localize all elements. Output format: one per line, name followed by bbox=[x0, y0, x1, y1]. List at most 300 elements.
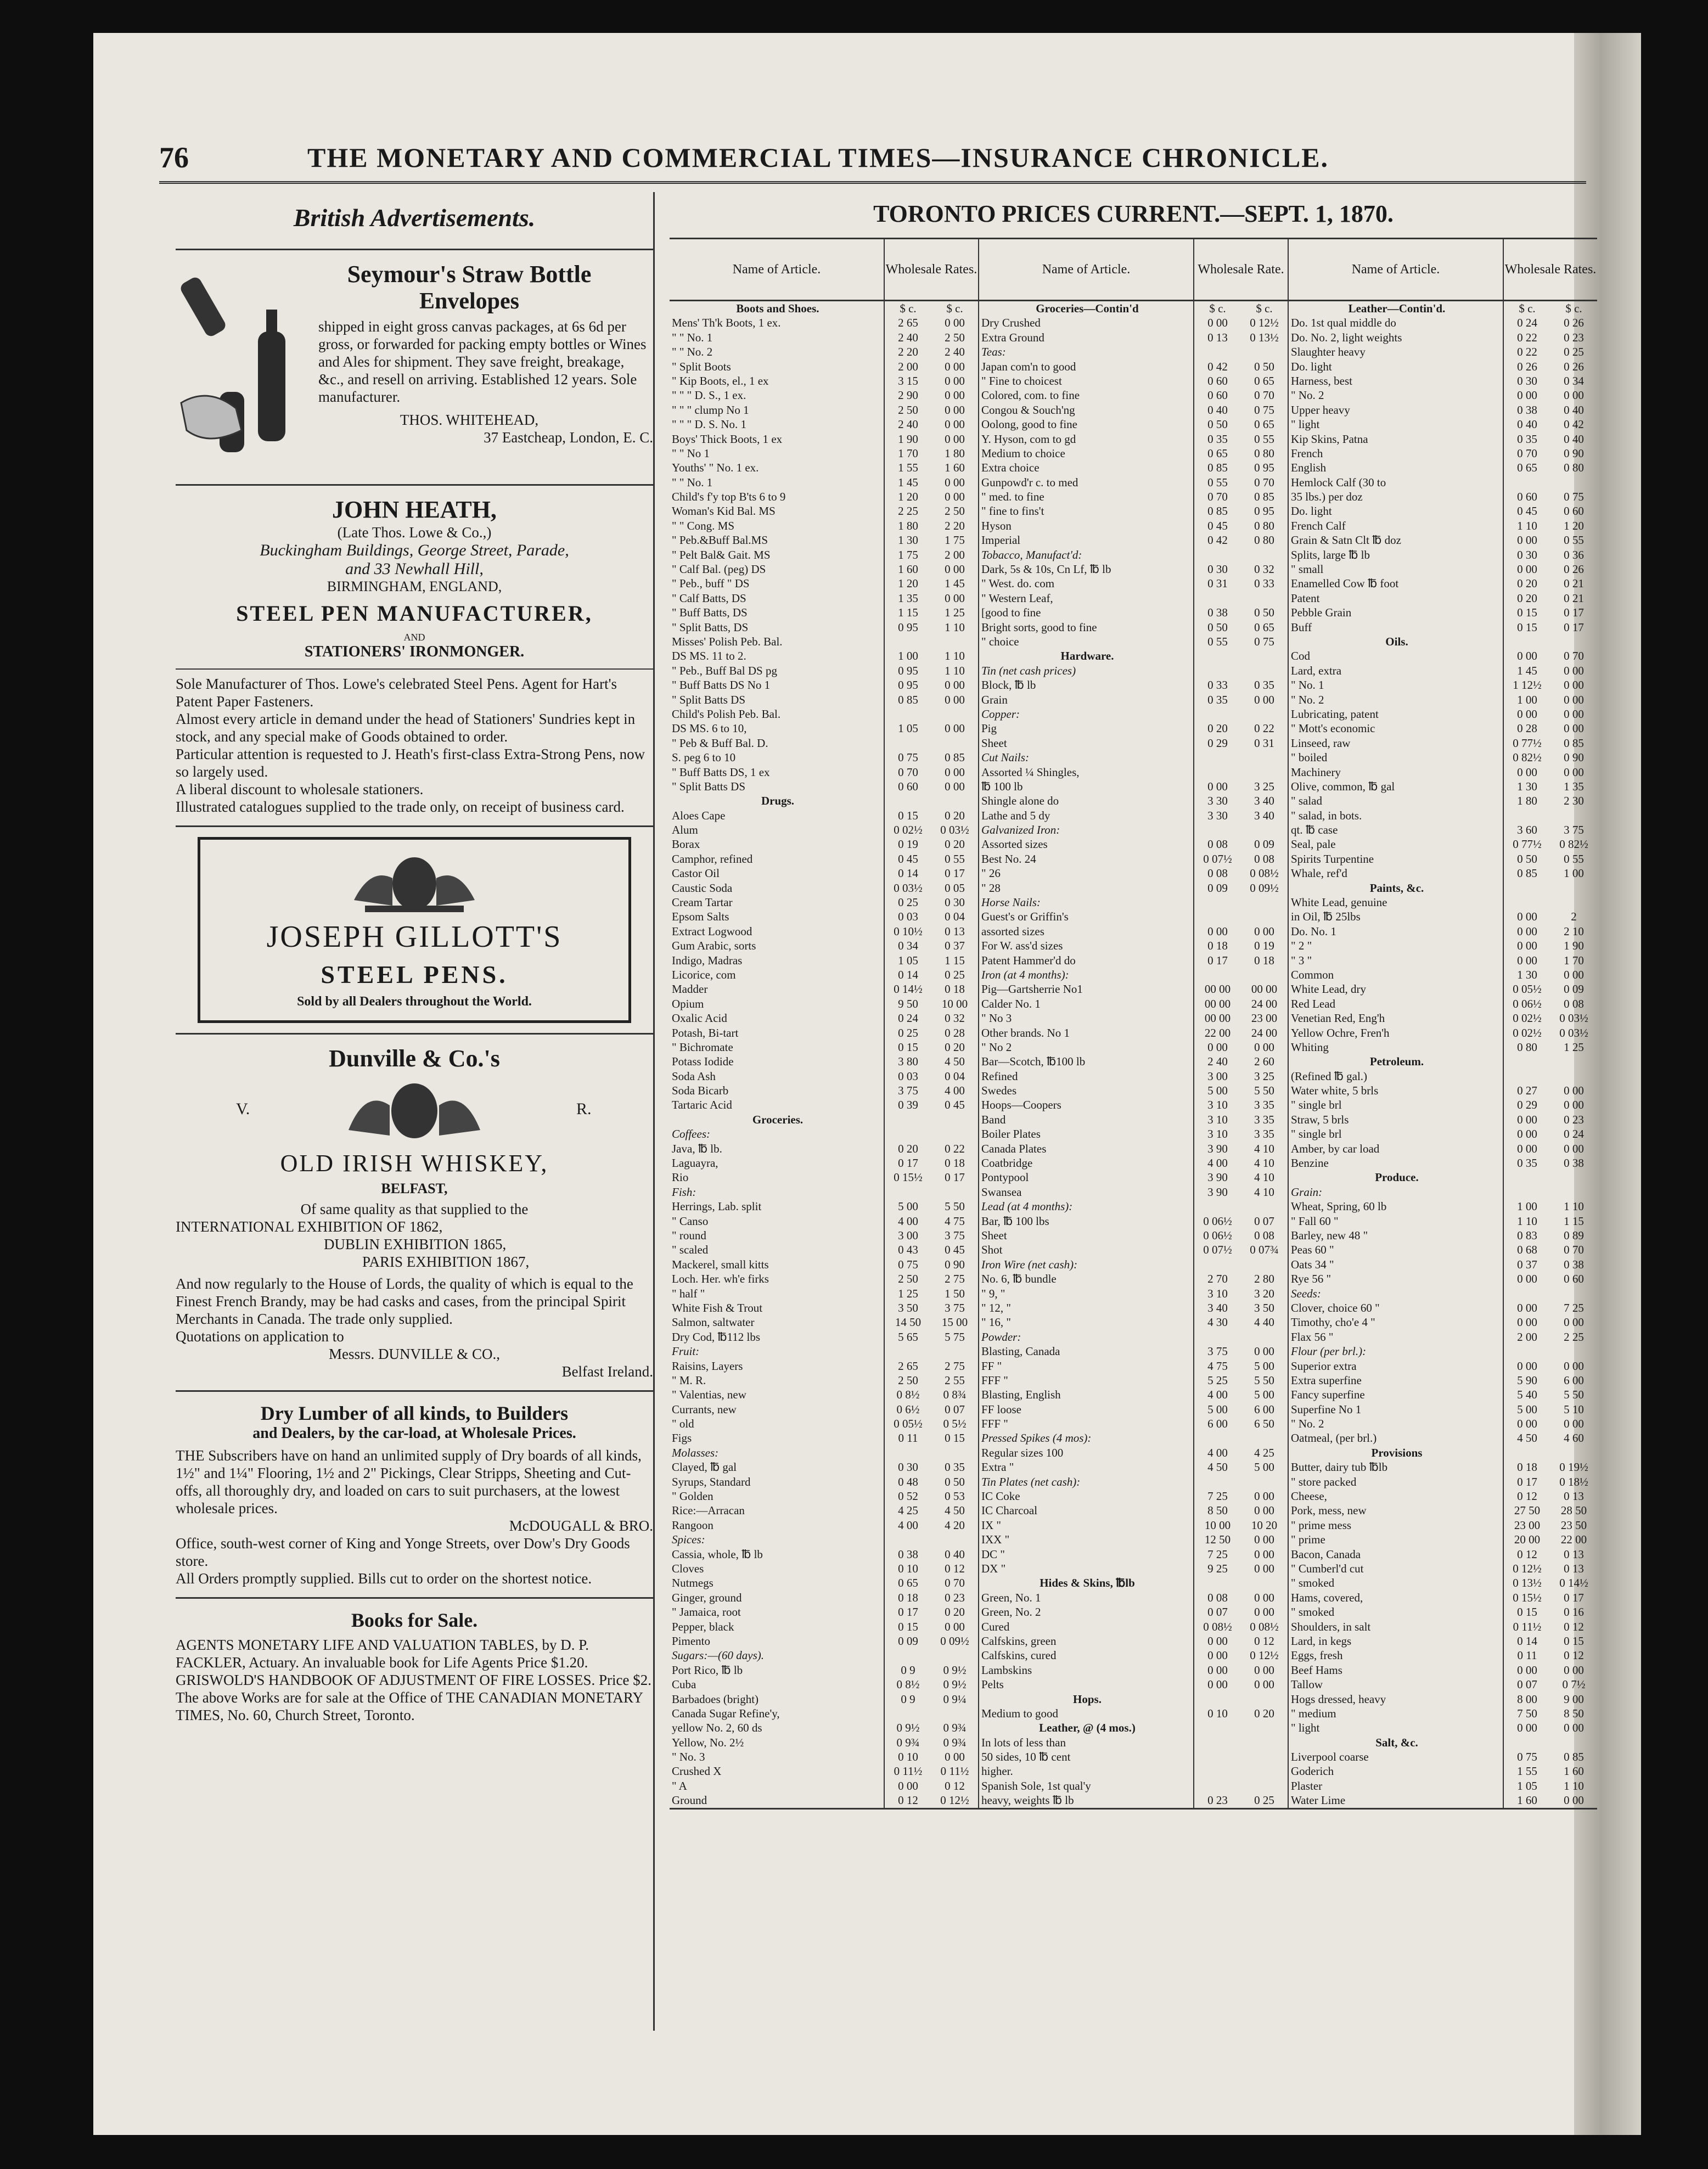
heath-trade: STEEL PEN MANUFACTURER, bbox=[236, 601, 593, 626]
page-number: 76 bbox=[159, 141, 189, 174]
article-name: Pig bbox=[981, 722, 997, 735]
table-row bbox=[1289, 1518, 1597, 1532]
article-name: Tin (net cash prices) bbox=[981, 664, 1076, 677]
table-row bbox=[670, 968, 978, 982]
dunville-line-4: PARIS EXHIBITION 1867, bbox=[362, 1254, 530, 1270]
price-high: 1 50 bbox=[945, 1286, 965, 1300]
price-high bbox=[1241, 895, 1288, 909]
gillott-ad bbox=[198, 837, 631, 1023]
article-name: " " " clump No 1 bbox=[672, 403, 749, 417]
divider bbox=[176, 1390, 653, 1392]
price-high: 0 13 bbox=[1564, 1490, 1584, 1503]
article-name: Opium bbox=[672, 997, 704, 1010]
article-name: Superior extra bbox=[1291, 1359, 1357, 1373]
price-high: 0 04 bbox=[945, 910, 965, 924]
price-low bbox=[1503, 1054, 1550, 1069]
article-name: Tin Plates (net cash): bbox=[981, 1475, 1081, 1488]
article-name: Calfskins, cured bbox=[981, 1649, 1057, 1662]
table-row bbox=[979, 1735, 1288, 1750]
price-high: 3 75 bbox=[1564, 823, 1584, 837]
table-row bbox=[1289, 924, 1597, 939]
article-name: Do. No. 1 bbox=[1291, 924, 1336, 938]
table-row bbox=[1289, 1793, 1597, 1807]
article-name: Epsom Salts bbox=[672, 910, 729, 924]
table-row bbox=[670, 374, 978, 388]
table-row bbox=[979, 837, 1288, 851]
price-low: 0 07 bbox=[1503, 1677, 1550, 1692]
article-name: " No 2 bbox=[981, 1040, 1012, 1054]
price-high bbox=[1241, 1330, 1288, 1344]
article-name: Patent bbox=[1291, 591, 1320, 605]
price-low: 0 20 bbox=[884, 1142, 931, 1156]
price-high: 0 18 bbox=[1254, 953, 1274, 967]
price-low: 2 70 bbox=[1193, 1272, 1241, 1286]
table-row bbox=[1289, 345, 1597, 359]
seymour-subheading: Envelopes bbox=[419, 289, 520, 314]
article-name: ℔ 100 lb bbox=[981, 779, 1023, 793]
price-low: 1 80 bbox=[1503, 794, 1550, 808]
article-name: Boiler Plates bbox=[981, 1127, 1041, 1141]
advertisements-column bbox=[176, 192, 655, 2031]
table-row bbox=[979, 1301, 1288, 1315]
price-high: 0 00 bbox=[945, 591, 965, 605]
table-row bbox=[979, 1054, 1288, 1069]
price-high: 2 30 bbox=[1564, 794, 1584, 808]
price-low: 0 24 bbox=[1503, 316, 1550, 330]
article-name: " Valentias, new bbox=[672, 1388, 746, 1402]
article-name: " " Cong. MS bbox=[672, 519, 735, 532]
table-row bbox=[979, 707, 1288, 721]
table-row bbox=[670, 1460, 978, 1474]
price-low: 0 20 bbox=[1193, 721, 1241, 735]
table-row bbox=[1289, 1764, 1597, 1778]
article-name: Clover, choice 60 " bbox=[1291, 1301, 1380, 1314]
article-name: Dark, 5s & 10s, Cn Lf, ℔ lb bbox=[981, 563, 1111, 576]
price-high: 0 85 bbox=[1564, 1750, 1584, 1764]
price-high: 2 40 bbox=[945, 345, 965, 359]
price-low: 0 00 bbox=[1503, 1112, 1550, 1127]
price-low: 0 70 bbox=[884, 765, 931, 779]
price-high: 0 75 bbox=[1564, 490, 1584, 504]
table-row bbox=[1289, 330, 1597, 345]
price-high: 0 50 bbox=[1254, 606, 1274, 620]
price-low: 0 38 bbox=[1193, 605, 1241, 620]
price-high: 0 14½ bbox=[1559, 1576, 1588, 1590]
table-row bbox=[670, 1634, 978, 1648]
article-name: Assorted sizes bbox=[981, 838, 1048, 851]
price-low: 0 00 bbox=[1193, 316, 1241, 330]
dunville-v: V. bbox=[236, 1100, 250, 1118]
table-row bbox=[670, 895, 978, 909]
section-heading-row bbox=[1289, 634, 1597, 649]
table-row bbox=[1289, 1417, 1597, 1431]
price-high bbox=[931, 1112, 978, 1127]
article-name: Grain bbox=[981, 693, 1008, 706]
price-high: 0 82½ bbox=[1559, 838, 1588, 851]
price-low: 0 52 bbox=[884, 1489, 931, 1503]
table-row bbox=[979, 1706, 1288, 1721]
heath-paragraph-3: Particular attention is requested to J. Heath's first-class Extra-Strong Pens, now so largely used. bbox=[176, 746, 645, 780]
table-row bbox=[670, 997, 978, 1011]
dunville-city: BELFAST, bbox=[381, 1181, 448, 1196]
price-high: 0 9¾ bbox=[943, 1721, 967, 1735]
article-name: FFF " bbox=[981, 1373, 1008, 1387]
article-name: Oxalic Acid bbox=[672, 1012, 727, 1025]
article-name: " choice bbox=[981, 634, 1019, 648]
price-high: 0 45 bbox=[945, 1098, 965, 1112]
price-low: 0 12 bbox=[1503, 1547, 1550, 1561]
price-high bbox=[931, 1185, 978, 1199]
article-name: Do. 1st qual middle do bbox=[1291, 316, 1396, 330]
article-name: 50 sides, 10 ℔ cent bbox=[981, 1750, 1071, 1764]
table-row bbox=[670, 634, 978, 649]
name-header: Name of Article. bbox=[1351, 262, 1440, 277]
article-name: " scaled bbox=[672, 1243, 709, 1257]
price-high: 0 13 bbox=[945, 924, 965, 938]
table-row bbox=[979, 1011, 1288, 1025]
article-name: Lead (at 4 months): bbox=[981, 1200, 1073, 1213]
price-low: 6 00 bbox=[1193, 1417, 1241, 1431]
article-name: Butter, dairy tub ℔lb bbox=[1291, 1460, 1388, 1474]
table-row bbox=[670, 359, 978, 374]
price-high: 6 00 bbox=[1564, 1373, 1584, 1387]
price-low bbox=[1193, 591, 1241, 605]
price-low: 0 00 bbox=[884, 1779, 931, 1793]
price-high: 2 bbox=[1571, 910, 1577, 924]
table-row bbox=[979, 1561, 1288, 1576]
price-low: 0 15 bbox=[884, 1620, 931, 1634]
article-name: Machinery bbox=[1291, 765, 1341, 779]
table-row bbox=[1289, 1431, 1597, 1445]
price-low: 2 50 bbox=[884, 403, 931, 417]
price-high: 0 70 bbox=[1564, 1243, 1584, 1257]
price-low: 7 25 bbox=[1193, 1489, 1241, 1503]
article-name: Produce. bbox=[1375, 1171, 1419, 1184]
price-high bbox=[1550, 1344, 1597, 1358]
article-name: Ground bbox=[672, 1794, 707, 1807]
price-low: 0 65 bbox=[1193, 446, 1241, 460]
price-low: 0 38 bbox=[884, 1547, 931, 1561]
article-name: For W. ass'd sizes bbox=[981, 939, 1063, 953]
price-high: 3 35 bbox=[1254, 1098, 1274, 1112]
price-low: 0 06½ bbox=[1193, 1228, 1241, 1243]
table-row bbox=[1289, 403, 1597, 417]
price-low: 3 00 bbox=[884, 1228, 931, 1243]
table-row bbox=[1289, 519, 1597, 533]
article-name: " Peb., Buff Bal DS pg bbox=[672, 664, 777, 677]
price-high: 0 00 bbox=[945, 475, 965, 489]
section-heading-row bbox=[979, 1692, 1288, 1706]
article-name: Hoops—Coopers bbox=[981, 1098, 1061, 1112]
price-high: 0 16 bbox=[1564, 1605, 1584, 1619]
price-low: 0 11 bbox=[1503, 1648, 1550, 1662]
price-low: 0 30 bbox=[1193, 562, 1241, 576]
article-name: Indigo, Madras bbox=[672, 953, 743, 967]
price-high: 0 08½ bbox=[1250, 867, 1279, 880]
article-name: Sheet bbox=[981, 1229, 1007, 1242]
article-name: " fine to fins't bbox=[981, 504, 1044, 518]
price-high bbox=[1241, 823, 1288, 837]
price-high: 0 9½ bbox=[943, 1663, 967, 1677]
table-row bbox=[979, 693, 1288, 707]
article-name: Shoulders, in salt bbox=[1291, 1620, 1371, 1633]
price-low: 0 50 bbox=[1193, 417, 1241, 431]
divider bbox=[176, 484, 653, 486]
table-row bbox=[670, 562, 978, 576]
seymour-heading: Seymour's Straw Bottle bbox=[347, 261, 592, 288]
article-name: " single brl bbox=[1291, 1098, 1342, 1112]
article-name: Cassia, whole, ℔ lb bbox=[672, 1547, 763, 1561]
table-row bbox=[1289, 359, 1597, 374]
price-low: 7 25 bbox=[1193, 1547, 1241, 1561]
price-high bbox=[1241, 1431, 1288, 1445]
price-low bbox=[884, 794, 931, 808]
table-row bbox=[979, 1243, 1288, 1257]
article-name: Bar, ℔ 100 lbs bbox=[981, 1214, 1049, 1228]
price-high: 0 00 bbox=[1254, 1533, 1274, 1547]
price-high: 0 70 bbox=[1254, 389, 1274, 402]
article-name: " Split Boots bbox=[672, 359, 731, 373]
article-name: Groceries. bbox=[752, 1112, 804, 1126]
price-high: 0 00 bbox=[1254, 924, 1274, 938]
table-row bbox=[1289, 460, 1597, 475]
price-high: 0 90 bbox=[945, 1257, 965, 1271]
article-name: Liverpool coarse bbox=[1291, 1750, 1369, 1764]
table-row bbox=[670, 823, 978, 837]
price-high: 0 03½ bbox=[940, 823, 969, 837]
price-low: 0 00 bbox=[1503, 649, 1550, 663]
price-high: 2 55 bbox=[945, 1373, 965, 1387]
price-high: 0 70 bbox=[1254, 475, 1274, 489]
price-low: 0 30 bbox=[1503, 374, 1550, 388]
table-row bbox=[979, 1417, 1288, 1431]
price-high: 1 10 bbox=[945, 620, 965, 634]
table-row bbox=[1289, 1257, 1597, 1272]
price-low bbox=[884, 634, 931, 649]
price-low bbox=[1193, 1431, 1241, 1445]
price-high bbox=[1550, 1286, 1597, 1301]
price-high: 0 11½ bbox=[940, 1765, 969, 1778]
price-low bbox=[884, 1532, 931, 1547]
lumber-signature: McDOUGALL & BRO. bbox=[509, 1518, 653, 1534]
table-row bbox=[979, 460, 1288, 475]
article-name: Benzine bbox=[1291, 1156, 1329, 1170]
price-low: 0 15 bbox=[1503, 1605, 1550, 1619]
table-row bbox=[670, 1054, 978, 1069]
article-name: Cod bbox=[1291, 649, 1311, 663]
table-row bbox=[979, 1503, 1288, 1518]
price-low bbox=[884, 707, 931, 721]
article-name: Olive, common, ℔ gal bbox=[1291, 779, 1395, 793]
table-row bbox=[670, 982, 978, 996]
price-high bbox=[1241, 765, 1288, 779]
price-low: 0 00 bbox=[1503, 953, 1550, 968]
price-low: 0 65 bbox=[884, 1576, 931, 1590]
price-high: 0 00 bbox=[1564, 1316, 1584, 1329]
article-name: " " No. 2 bbox=[672, 345, 713, 359]
price-high: 0 9¾ bbox=[943, 1735, 967, 1749]
article-name: Lard, in kegs bbox=[1291, 1634, 1352, 1648]
price-low: 0 19 bbox=[884, 837, 931, 851]
article-name: Copper: bbox=[981, 707, 1020, 721]
table-row bbox=[670, 591, 978, 605]
table-row bbox=[979, 721, 1288, 735]
article-name: Venetian Red, Eng'h bbox=[1291, 1012, 1385, 1025]
article-name: Pepper, black bbox=[672, 1620, 734, 1633]
price-high: 23 00 bbox=[1251, 1012, 1278, 1025]
price-high: 0 12 bbox=[1564, 1649, 1584, 1662]
table-row bbox=[670, 707, 978, 721]
price-low: 0 55 bbox=[1193, 475, 1241, 490]
price-high bbox=[931, 1706, 978, 1721]
lumber-body: THE Subscribers have on hand an unlimited supply of Dry boards of all kinds, 1½" and 1¼" Flooring, 1½ and 2" Pickings, Clear Stripps, Sheeting and Cut-offs, all thoroughly dry, and loaded on cars to suit purchasers, at the lowest wholesale prices. bbox=[176, 1447, 642, 1516]
price-low bbox=[1193, 1199, 1241, 1213]
price-high: 0 13½ bbox=[1250, 330, 1279, 344]
article-name: Child's Polish Peb. Bal. bbox=[672, 707, 781, 721]
table-row bbox=[1289, 1315, 1597, 1329]
price-high: 0 00 bbox=[1254, 693, 1274, 706]
article-name: " 3 " bbox=[1291, 953, 1312, 967]
article-name: " Kip Boots, el., 1 ex bbox=[672, 374, 769, 387]
price-high: 2 50 bbox=[945, 504, 965, 518]
price-high: 0 00 bbox=[1564, 1417, 1584, 1431]
price-high: 0 00 bbox=[945, 316, 965, 330]
article-name: " Buff Batts DS No 1 bbox=[672, 678, 771, 692]
lumber-subheading: and Dealers, by the car-load, at Wholesale Prices. bbox=[252, 1425, 576, 1442]
article-name: Loch. Her. wh'e firks bbox=[672, 1272, 769, 1286]
article-name: Tobacco, Manufact'd: bbox=[981, 548, 1082, 561]
price-high: 3 50 bbox=[1254, 1301, 1274, 1314]
table-row bbox=[979, 852, 1288, 866]
price-low bbox=[884, 1648, 931, 1662]
price-high: 0 12 bbox=[1564, 1620, 1584, 1633]
price-high bbox=[1550, 808, 1597, 823]
article-name: " No. 2 bbox=[1291, 1417, 1324, 1431]
price-low bbox=[1193, 345, 1241, 359]
article-name: " Jamaica, root bbox=[672, 1605, 741, 1619]
price-high: 0 40 bbox=[945, 1547, 965, 1561]
article-name: Bacon, Canada bbox=[1291, 1547, 1361, 1561]
price-low: 0 20 bbox=[1503, 576, 1550, 591]
price-high: 0 08 bbox=[1564, 997, 1584, 1010]
price-low: 2 20 bbox=[884, 345, 931, 359]
price-low: 3 10 bbox=[1193, 1127, 1241, 1141]
price-low: 0 29 bbox=[1503, 1098, 1550, 1112]
price-low bbox=[1193, 1330, 1241, 1344]
price-low: 0 00 bbox=[1503, 924, 1550, 939]
books-paragraph-1: AGENTS MONETARY LIFE AND VALUATION TABLES, by D. P. FACKLER, Actuary. An invaluable book for Life Agents Price $1.20. bbox=[176, 1637, 589, 1671]
price-high: 0 00 bbox=[1564, 1084, 1584, 1098]
price-low: 4 75 bbox=[1193, 1359, 1241, 1373]
table-row bbox=[670, 866, 978, 880]
table-row bbox=[670, 1301, 978, 1315]
article-name: 35 lbs.) per doz bbox=[1291, 490, 1363, 504]
price-high bbox=[1241, 649, 1288, 663]
article-name: " No. 2 bbox=[1291, 693, 1324, 706]
table-row bbox=[670, 1532, 978, 1547]
article-name: " Buff Batts DS, 1 ex bbox=[672, 765, 770, 779]
article-name: Do. light bbox=[1291, 504, 1332, 518]
price-low: 8 00 bbox=[1503, 1692, 1550, 1706]
table-row bbox=[670, 837, 978, 851]
article-name: " med. to fine bbox=[981, 490, 1044, 504]
article-name: Hides & Skins, ℔lb bbox=[1040, 1576, 1135, 1590]
price-low: 0 15½ bbox=[1503, 1591, 1550, 1605]
table-row bbox=[1289, 1156, 1597, 1170]
heath-paragraph-5: Illustrated catalogues supplied to the trade only, on receipt of business card. bbox=[176, 799, 625, 815]
price-low: 4 30 bbox=[1193, 1315, 1241, 1329]
table-row bbox=[979, 1460, 1288, 1474]
price-high: $ c. bbox=[1256, 302, 1273, 315]
price-high: 0 23 bbox=[945, 1591, 965, 1604]
price-low: 2 25 bbox=[884, 504, 931, 518]
price-low bbox=[1193, 1257, 1241, 1272]
price-high: 0 00 bbox=[1564, 693, 1584, 706]
article-name: " Split Batts DS bbox=[672, 693, 746, 706]
price-low: 2 50 bbox=[884, 1373, 931, 1387]
article-name: Enamelled Cow ℔ foot bbox=[1291, 577, 1399, 591]
table-row bbox=[1289, 1503, 1597, 1518]
table-row bbox=[670, 1402, 978, 1417]
table-row bbox=[670, 1387, 978, 1402]
table-row bbox=[979, 1677, 1288, 1692]
article-name: yellow No. 2, 60 ds bbox=[672, 1721, 762, 1735]
article-name: Alum bbox=[672, 823, 698, 837]
table-row bbox=[979, 1170, 1288, 1184]
table-row bbox=[1289, 794, 1597, 808]
price-low: 2 65 bbox=[884, 316, 931, 330]
article-name: Aloes Cape bbox=[672, 808, 726, 822]
article-name: " Western Leaf, bbox=[981, 591, 1053, 605]
table-row bbox=[1289, 1475, 1597, 1489]
price-high: 0 24 bbox=[1564, 1127, 1584, 1141]
article-name: Cuba bbox=[672, 1678, 696, 1692]
price-low: 4 00 bbox=[1193, 1387, 1241, 1402]
price-high: 0 00 bbox=[1254, 1678, 1274, 1692]
table-row bbox=[979, 1069, 1288, 1083]
article-name: " 12, " bbox=[981, 1301, 1011, 1314]
price-high: 0 8¾ bbox=[943, 1388, 967, 1402]
price-high bbox=[931, 634, 978, 649]
price-high: 0 00 bbox=[1254, 1561, 1274, 1575]
table-row bbox=[670, 1373, 978, 1387]
price-low: 0 35 bbox=[1193, 693, 1241, 707]
table-row bbox=[670, 1417, 978, 1431]
price-low: 5 65 bbox=[884, 1330, 931, 1344]
table-row bbox=[1289, 1359, 1597, 1373]
article-name: Barbadoes (bright) bbox=[672, 1692, 759, 1706]
article-name: Tallow bbox=[1291, 1678, 1323, 1692]
price-low: 0 70 bbox=[1193, 490, 1241, 504]
table-row bbox=[670, 1605, 978, 1619]
price-low: 0 00 bbox=[1503, 909, 1550, 924]
table-row bbox=[670, 1793, 978, 1807]
price-high: 0 00 bbox=[945, 432, 965, 446]
price-column-3 bbox=[1289, 239, 1597, 1808]
price-low bbox=[1193, 664, 1241, 678]
article-name: higher. bbox=[981, 1765, 1013, 1778]
table-row bbox=[1289, 1301, 1597, 1315]
price-high: 0 18 bbox=[945, 982, 965, 996]
price-low: 0 31 bbox=[1193, 576, 1241, 591]
article-name: " Calf Bal. (peg) DS bbox=[672, 563, 766, 576]
price-low: 5 00 bbox=[1193, 1083, 1241, 1098]
price-low: 1 05 bbox=[884, 953, 931, 968]
table-row bbox=[979, 417, 1288, 431]
price-high: 0 85 bbox=[945, 751, 965, 765]
article-name: Sugars:—(60 days). bbox=[672, 1649, 764, 1662]
price-low: 0 95 bbox=[884, 664, 931, 678]
